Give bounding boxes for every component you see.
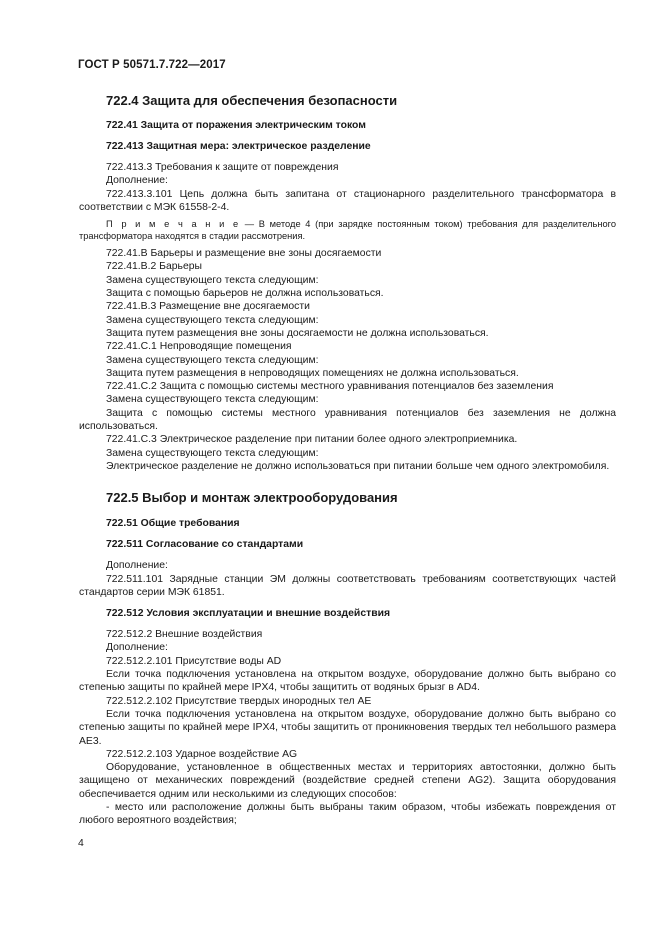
- paragraph: Защита с помощью барьеров не должна использоваться.: [106, 288, 384, 300]
- paragraph: Замена существующего текста следующим:: [106, 314, 319, 326]
- document-body: [79, 92, 616, 828]
- paragraph: 722.413.3.101 Цепь должна быть запитана от стационарного разделительного трансформатора в соответствии с МЭК 61558-2-4.: [79, 188, 616, 213]
- note-text: — В методе 4 (при зарядке постоянным током) требования для разделительного трансформатора находятся в стадии рассмотрения.: [79, 219, 617, 242]
- paragraph: Дополнение:: [106, 175, 168, 187]
- paragraph: 722.413.3 Требования к защите от повреждения: [106, 162, 339, 173]
- paragraph: 722.41.В Барьеры и размещение вне зоны досягаемости: [106, 248, 382, 260]
- paragraph: Защита с помощью системы местного уравнивания потенциалов без заземления не должна использоваться.: [79, 407, 616, 433]
- paragraph: 722.41.В.3 Размещение вне досягаемости: [106, 301, 310, 313]
- page-number: 4: [78, 838, 84, 849]
- paragraph: Замена существующего текста следующим:: [106, 274, 319, 286]
- paragraph: 722.512.2.103 Ударное воздействие AG: [106, 748, 298, 760]
- paragraph: 722.512.2.102 Присутствие твердых инородных тел АЕ: [106, 695, 372, 707]
- paragraph: Если точка подключения установлена на открытом воздухе, оборудование должно быть выбрано со степенью защиты по крайней мере IPX4, чтобы защитить от водяных брызг в AD4.: [79, 669, 616, 694]
- paragraph: 722.41.С.2 Защита с помощью системы местного уравнивания потенциалов без заземления: [106, 381, 554, 393]
- paragraph: 722.512.2 Внешние воздействия: [106, 629, 263, 641]
- paragraph: 722.41.С.1 Непроводящие помещения: [106, 341, 292, 353]
- section-heading-722-5: 722.5 Выбор и монтаж электрооборудования: [106, 490, 398, 506]
- paragraph: Защита путем размещения вне зоны досягаемости не должна использоваться.: [106, 327, 489, 339]
- paragraph: Защита путем размещения в непроводящих помещениях не должна использоваться.: [106, 367, 519, 379]
- paragraph: Дополнение:: [106, 642, 168, 654]
- subsection-heading-722-511: 722.511 Согласование со стандартами: [106, 539, 304, 551]
- paragraph: Оборудование, установленное в общественных местах и территориях автостоянки, должно быть защищено от механических повреждений (воздействие средней степени AG2). Защита оборудования обеспечивается одним или несколькими из следующих способов:: [79, 762, 616, 800]
- paragraph: Электрическое разделение не должно использоваться при питании больше чем одного электромобиля.: [106, 460, 610, 472]
- subsection-heading-722-51: 722.51 Общие требования: [106, 518, 240, 530]
- section-heading-722-4: 722.4 Защита для обеспечения безопасности: [106, 93, 398, 108]
- paragraph: Дополнение:: [106, 560, 168, 572]
- note-label: П р и м е ч а н и е: [106, 219, 241, 230]
- paragraph: 722.41.С.3 Электрическое разделение при питании более одного электроприемника.: [106, 434, 518, 446]
- paragraph: Замена существующего текста следующим:: [106, 354, 319, 366]
- paragraph: Замена существующего текста следующим:: [106, 394, 319, 406]
- note: [79, 218, 616, 242]
- paragraph: Замена существующего текста следующим:: [106, 447, 319, 459]
- subsection-heading-722-413: 722.413 Защитная мера: электрическое разделение: [106, 141, 371, 152]
- paragraph: - место или расположение должны быть выбраны таким образом, чтобы избежать повреждения от любого вероятного воздействия;: [79, 801, 616, 827]
- paragraph: Если точка подключения установлена на открытом воздухе, оборудование должно быть выбрано со степенью защиты по крайней мере IPX4, чтобы защитить от проникновения твердых тел небольшого размера АЕ3.: [79, 708, 616, 747]
- document-header: ГОСТ Р 50571.7.722—2017: [78, 59, 226, 71]
- subsection-heading-722-41: 722.41 Защита от поражения электрическим током: [106, 120, 366, 131]
- subsection-heading-722-512: 722.512 Условия эксплуатации и внешние воздействия: [106, 608, 391, 620]
- paragraph: 722.41.В.2 Барьеры: [106, 261, 202, 273]
- paragraph: 722.511.101 Зарядные станции ЭМ должны соответствовать требованиям соответствующих частей стандартов серии МЭК 61851.: [79, 573, 616, 598]
- paragraph: 722.512.2.101 Присутствие воды AD: [106, 655, 282, 667]
